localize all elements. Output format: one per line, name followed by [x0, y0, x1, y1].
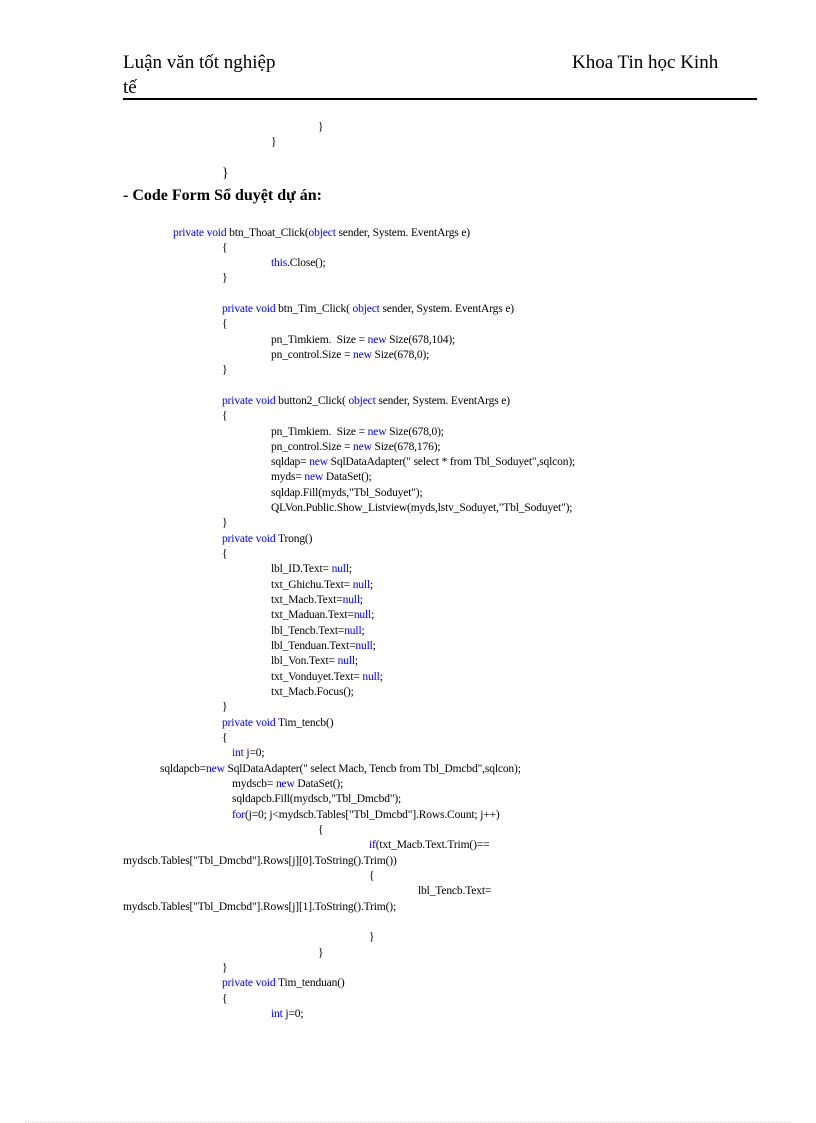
code-keyword: null [344, 625, 362, 637]
code-line [271, 654, 358, 668]
code-keyword: new [353, 441, 372, 453]
code-line [222, 363, 227, 377]
code-text: (txt_Macb.Text.Trim()== [375, 839, 490, 851]
code-line [271, 135, 276, 149]
code-line [222, 700, 227, 714]
code-line [318, 946, 323, 960]
code-line [418, 884, 491, 898]
code-text: } [222, 517, 228, 529]
code-line [271, 1007, 303, 1021]
code-text: sqldap.Fill(myds,"Tbl_Soduyet"); [271, 487, 423, 499]
code-text: sqldapcb.Fill(mydscb,"Tbl_Dmcbd"); [232, 793, 402, 805]
code-text: btn_Thoat_Click( [226, 227, 309, 239]
code-keyword: new [275, 778, 295, 790]
code-line [123, 900, 396, 914]
code-text: sender, System. EventArgs e) [375, 395, 510, 407]
header-left-line-2: tế [123, 77, 137, 98]
code-keyword: int [232, 747, 244, 759]
code-keyword: int [271, 1008, 283, 1020]
code-line [271, 562, 352, 576]
code-line [271, 425, 444, 439]
code-keyword: null [331, 563, 349, 575]
code-text: ; [372, 640, 376, 652]
code-text: { [369, 870, 375, 882]
header-left-title [123, 50, 276, 100]
code-line [222, 394, 510, 408]
code-line [232, 792, 401, 806]
code-text: DataSet(); [323, 471, 372, 483]
code-text: btn_Tim_Click( [275, 303, 353, 315]
code-text: sqldapcb= [160, 763, 207, 775]
code-line [271, 486, 423, 500]
code-text: sender, System. EventArgs e) [335, 227, 470, 239]
code-line [271, 333, 455, 347]
code-line [369, 838, 489, 852]
code-text: j=0; [243, 747, 265, 759]
code-line [222, 271, 227, 285]
code-text: ; [361, 625, 365, 637]
code-text: DataSet(); [294, 778, 344, 790]
code-line [271, 624, 365, 638]
code-line [271, 256, 326, 270]
code-line [318, 823, 323, 837]
header-right-title: Khoa Tin học Kinh [572, 52, 719, 73]
code-text: } [318, 121, 324, 133]
code-keyword: if [369, 839, 376, 851]
code-line [222, 302, 514, 316]
code-keyword: null [342, 594, 360, 606]
code-line [222, 992, 227, 1006]
code-line [271, 670, 383, 684]
code-keyword: null [353, 609, 372, 621]
code-text: { [222, 993, 228, 1005]
code-text: pn_control.Size = [271, 441, 354, 453]
code-text: Tim_tencb() [275, 717, 334, 729]
code-text: ; [370, 579, 374, 591]
code-line [369, 930, 374, 944]
code-line [222, 976, 345, 990]
code-text: Trong() [275, 533, 313, 545]
code-line [222, 731, 227, 745]
code-line [232, 808, 500, 822]
code-text: lbl_Tencb.Text= [418, 885, 492, 897]
code-line [271, 593, 363, 607]
code-text: ; [348, 563, 352, 575]
code-text: pn_control.Size = [271, 349, 354, 361]
code-text: myds= [271, 471, 305, 483]
code-text: mydscb.Tables["Tbl_Dmcbd"].Rows[j][0].ToString().Trim()) [123, 855, 397, 867]
section-heading: - Code Form Sổ duyệt dự án: [123, 187, 322, 204]
code-text: } [222, 701, 228, 713]
code-line [271, 608, 374, 622]
code-keyword: private void [222, 533, 276, 545]
code-text: txt_Maduan.Text= [271, 609, 354, 621]
code-text: sqldap= [271, 456, 310, 468]
code-keyword: private void [222, 303, 276, 315]
code-text: { [222, 410, 228, 422]
code-keyword: this [271, 257, 288, 269]
code-line [271, 501, 572, 515]
code-line [271, 639, 376, 653]
code-line [160, 762, 521, 776]
code-keyword: new [353, 349, 372, 361]
code-line [222, 241, 227, 255]
code-text: txt_Macb.Focus(); [271, 686, 354, 698]
code-text: { [222, 242, 228, 254]
code-text: } [222, 272, 228, 284]
code-keyword: for [232, 809, 245, 821]
code-line [318, 120, 323, 134]
code-keyword: private void [222, 717, 276, 729]
code-line [222, 409, 227, 423]
code-line [222, 961, 227, 975]
code-text: } [222, 166, 229, 181]
code-text: { [222, 318, 228, 330]
code-text: txt_Macb.Text= [271, 594, 343, 606]
code-text: SqlDataAdapter(" select Macb, Tencb from Tbl_Dmcbd",sqlcon); [224, 763, 521, 775]
code-text: mydscb= [232, 778, 276, 790]
header-divider [123, 98, 757, 100]
code-text: SqlDataAdapter(" select * from Tbl_Soduyet",sqlcon); [327, 456, 576, 468]
code-text: lbl_Von.Text= [271, 655, 338, 667]
code-keyword: new [304, 471, 324, 483]
code-text: } [222, 962, 228, 974]
code-text: Size(678,176); [371, 441, 441, 453]
code-text: { [222, 548, 228, 560]
code-keyword: new [206, 763, 225, 775]
code-keyword: new [367, 426, 387, 438]
code-keyword: null [355, 640, 373, 652]
code-line [271, 470, 372, 484]
code-text: button2_Click( [275, 395, 349, 407]
code-keyword: null [352, 579, 370, 591]
code-text: } [222, 364, 228, 376]
code-text: mydscb.Tables["Tbl_Dmcbd"].Rows[j][1].ToString().Trim(); [123, 901, 397, 913]
code-text: j=0; [282, 1008, 304, 1020]
code-text: lbl_ID.Text= [271, 563, 332, 575]
code-text: } [271, 136, 277, 148]
code-text: lbl_Tenduan.Text= [271, 640, 356, 652]
code-keyword: private void [222, 977, 276, 989]
code-text: lbl_Tencb.Text= [271, 625, 345, 637]
code-line [271, 440, 440, 454]
code-keyword: object [308, 227, 336, 239]
code-text: ; [379, 671, 383, 683]
code-keyword: null [337, 655, 355, 667]
code-text: { [222, 732, 228, 744]
code-keyword: object [348, 395, 376, 407]
code-text: ; [354, 655, 358, 667]
code-text: pn_Timkiem. Size = [271, 426, 368, 438]
code-keyword: null [362, 671, 380, 683]
code-line [271, 578, 373, 592]
code-text: Size(678,0); [371, 349, 430, 361]
code-text: Size(678,104); [386, 334, 456, 346]
code-keyword: private void [173, 227, 227, 239]
code-text: } [369, 931, 375, 943]
code-text: pn_Timkiem. Size = [271, 334, 368, 346]
code-line [123, 854, 397, 868]
code-line [173, 226, 470, 240]
code-line [222, 516, 227, 530]
code-line [369, 869, 374, 883]
code-text: ; [359, 594, 363, 606]
code-text: txt_Ghichu.Text= [271, 579, 353, 591]
code-line [222, 716, 333, 730]
code-line [222, 532, 312, 546]
code-line [232, 746, 264, 760]
code-keyword: new [309, 456, 328, 468]
code-text: sender, System. EventArgs e) [379, 303, 514, 315]
code-line [232, 777, 343, 791]
code-text: Size(678,0); [386, 426, 444, 438]
code-text: } [318, 947, 324, 959]
code-keyword: private void [222, 395, 276, 407]
code-text: (j=0; j<mydscb.Tables["Tbl_Dmcbd"].Rows.Count; j++) [244, 809, 500, 821]
code-line [222, 167, 229, 181]
code-line [222, 547, 227, 561]
code-text: .Close(); [287, 257, 326, 269]
code-line [271, 455, 575, 469]
code-text: QLVon.Public.Show_Listview(myds,lstv_Soduyet,"Tbl_Soduyet"); [271, 502, 573, 514]
code-keyword: new [367, 334, 387, 346]
code-text: { [318, 824, 324, 836]
code-line [271, 348, 429, 362]
code-line [222, 317, 227, 331]
header-left-line-1: Luận văn tốt nghiệp [123, 52, 276, 73]
code-text: Tim_tenduan() [275, 977, 345, 989]
code-keyword: object [352, 303, 380, 315]
code-text: ; [371, 609, 375, 621]
code-line [271, 685, 354, 699]
code-text: txt_Vonduyet.Text= [271, 671, 363, 683]
